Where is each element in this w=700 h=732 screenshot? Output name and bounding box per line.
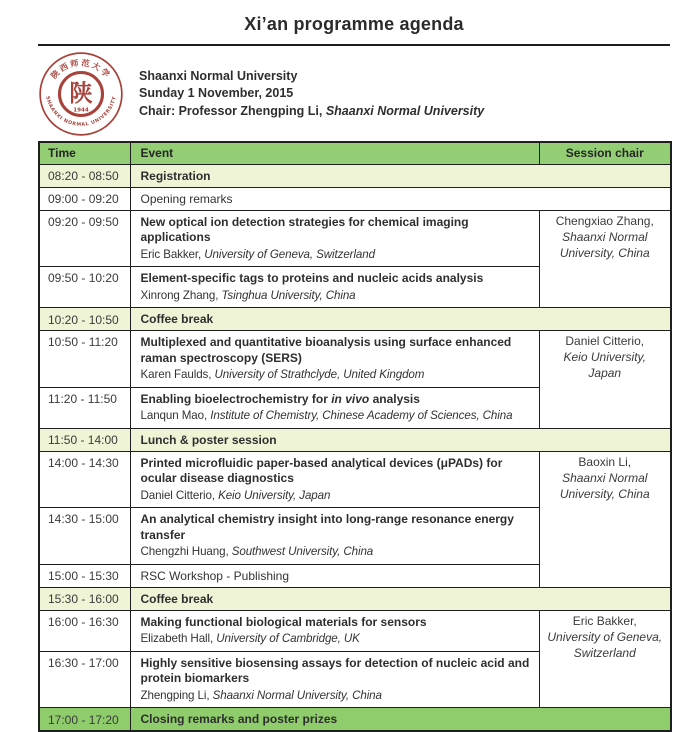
event-chair-line: Chair: Professor Zhengping Li, Shaanxi Normal University: [139, 103, 485, 118]
talk-title: Multiplexed and quantitative bioanalysis using surface enhanced raman spectroscopy (SERS): [140, 335, 512, 365]
event-cell: [130, 651, 539, 708]
event-cell: [130, 610, 539, 651]
talk-speaker: Daniel Citterio, Keio University, Japan: [140, 488, 331, 502]
event-cell: RSC Workshop - Publishing: [130, 564, 539, 587]
table-row-talk: [39, 331, 671, 388]
time-cell: 14:00 - 14:30: [39, 451, 130, 508]
time-cell: 11:20 - 11:50: [39, 387, 130, 428]
title-rule: [38, 44, 670, 46]
table-row-talk: [39, 451, 671, 508]
time-cell: 10:50 - 11:20: [39, 331, 130, 388]
event-cell: Closing remarks and poster prizes: [130, 708, 671, 732]
session-chair-cell: [539, 331, 671, 429]
time-cell: 09:50 - 10:20: [39, 267, 130, 308]
talk-speaker: Elizabeth Hall, University of Cambridge, UK: [140, 632, 360, 645]
event-info: [139, 68, 484, 121]
talk-title: Printed microfluidic paper-based analytical devices (μPADs) for ocular disease diagnostics: [140, 455, 503, 485]
event-cell: [130, 387, 539, 428]
table-row-opening-remarks: [39, 187, 671, 210]
university-seal-logo: [38, 51, 124, 137]
event-cell: [130, 267, 539, 308]
session-chair-cell: [539, 610, 671, 708]
chair-affiliation: Keio University, Japan: [563, 350, 646, 380]
talk-title: Enabling bioelectrochemistry for in vivo analysis: [140, 391, 420, 406]
event-cell: Coffee break: [130, 587, 671, 610]
event-cell: [130, 331, 539, 388]
talk-title: Element-specific tags to proteins and nucleic acids analysis: [140, 271, 484, 285]
time-cell: 15:30 - 16:00: [39, 587, 130, 610]
talk-speaker: Chengzhi Huang, Southwest University, China: [140, 545, 374, 558]
talk-speaker: Karen Faulds, University of Strathclyde, United Kingdom: [140, 368, 425, 381]
university-name: Shaanxi Normal University: [139, 68, 298, 83]
column-header-time: Time: [39, 142, 130, 164]
time-cell: 09:00 - 09:20: [39, 187, 130, 210]
chair-name: Chengxiao Zhang,: [555, 213, 654, 228]
event-chair-affiliation: Shaanxi Normal University: [325, 103, 485, 118]
event-cell: [130, 210, 539, 267]
table-row-closing-remarks: [39, 708, 671, 732]
time-cell: 11:50 - 14:00: [39, 428, 130, 451]
talk-title-italic: in vivo: [331, 391, 370, 406]
seal-year: 1944: [73, 107, 89, 114]
talk-speaker: Lanqun Mao, Institute of Chemistry, Chinese Academy of Sciences, China: [140, 409, 513, 422]
time-cell: 17:00 - 17:20: [39, 708, 130, 732]
event-cell: [130, 451, 539, 508]
time-cell: 16:30 - 17:00: [39, 651, 130, 708]
table-row-coffee-break: [39, 308, 671, 331]
time-cell: 14:30 - 15:00: [39, 508, 130, 565]
talk-speaker: Xinrong Zhang, Tsinghua University, China: [140, 288, 356, 302]
time-cell: 15:00 - 15:30: [39, 564, 130, 587]
time-cell: 08:20 - 08:50: [39, 164, 130, 187]
event-date: Sunday 1 November, 2015: [139, 86, 294, 101]
chair-name: Eric Bakker,: [572, 613, 637, 628]
seal-chinese-name: 陕西师范大学: [48, 57, 114, 81]
header-info-row: [38, 51, 670, 137]
event-cell: [130, 508, 539, 565]
event-cell: Coffee break: [130, 308, 671, 331]
table-row-lunch-poster: [39, 428, 671, 451]
table-header-row: [39, 142, 671, 164]
time-cell: 09:20 - 09:50: [39, 210, 130, 267]
seal-character: 陕: [69, 79, 93, 107]
chair-affiliation: University of Geneva, Switzerland: [547, 629, 663, 660]
talk-speaker: Eric Bakker, University of Geneva, Switzerland: [140, 247, 375, 261]
event-cell: Opening remarks: [130, 187, 671, 210]
agenda-table: [38, 141, 672, 732]
table-row-talk: [39, 210, 671, 267]
session-chair-cell: [539, 210, 671, 308]
time-cell: 10:20 - 10:50: [39, 308, 130, 331]
chair-name: Daniel Citterio,: [565, 334, 645, 348]
chair-affiliation: Shaanxi Normal University, China: [559, 470, 650, 501]
talk-speaker: Zhengping Li, Shaanxi Normal University, China: [140, 688, 382, 702]
event-cell: Lunch & poster session: [130, 428, 671, 451]
chair-name: Baoxin Li,: [578, 454, 632, 469]
column-header-event: Event: [130, 142, 539, 164]
talk-title: An analytical chemistry insight into long-range resonance energy transfer: [140, 512, 514, 542]
event-cell: Registration: [130, 164, 671, 187]
talk-title: Making functional biological materials for sensors: [140, 614, 427, 629]
session-chair-cell: [539, 451, 671, 587]
chair-affiliation: Shaanxi Normal University, China: [559, 229, 650, 260]
talk-title: New optical ion detection strategies for chemical imaging applications: [140, 214, 469, 244]
column-header-session-chair: Session chair: [539, 142, 671, 164]
table-row-coffee-break: [39, 587, 671, 610]
seal-english-name: SHAANXI NORMAL UNIVERSITY: [44, 95, 118, 128]
table-row-registration: [39, 164, 671, 187]
talk-title: Highly sensitive biosensing assays for detection of nucleic acid and protein biomarkers: [140, 655, 530, 685]
table-row-talk: [39, 610, 671, 651]
page-title: Xi’an programme agenda: [244, 14, 464, 34]
time-cell: 16:00 - 16:30: [39, 610, 130, 651]
